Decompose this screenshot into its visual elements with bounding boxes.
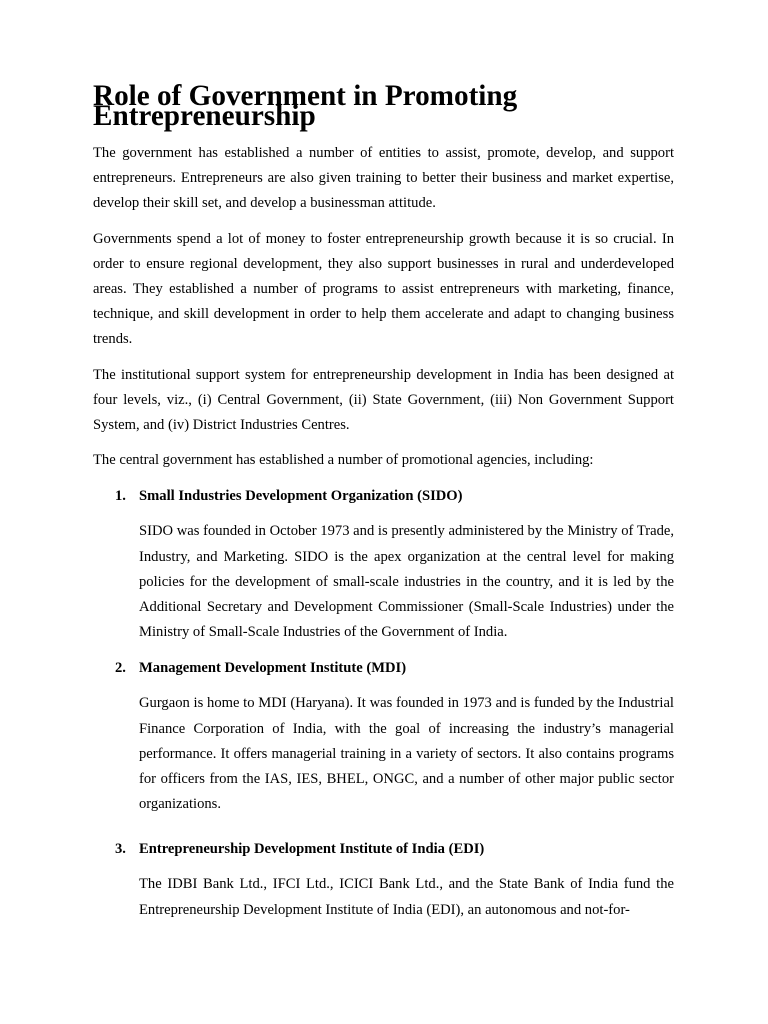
list-item-number: 1. [115, 488, 126, 505]
list-item-heading-text: Entrepreneurship Development Institute of India (EDI) [139, 841, 485, 858]
list-item-number: 2. [115, 660, 126, 677]
paragraph-institutional-support: The institutional support system for entrepreneurship development in India has been designed at four levels, viz., (i) Central Government, (ii) State Government, (iii) Non Government Support System, and (iv) District Industries Centres. [93, 366, 674, 434]
list-item-body: The IDBI Bank Ltd., IFCI Ltd., ICICI Bank Ltd., and the State Bank of India fund the Entrepreneurship Development Institute of India (EDI), an autonomous and not-for- [139, 876, 674, 918]
list-item-heading [115, 658, 674, 678]
list-item-heading-text: Management Development Institute (MDI) [139, 660, 407, 677]
document-title: Role of Government in Promoting Entrepreneurship [93, 80, 518, 132]
list-item-heading [115, 839, 674, 859]
document-page [93, 80, 674, 923]
list-item-edi [93, 839, 674, 922]
paragraph-intro: The government has established a number of entities to assist, promote, develop, and support entrepreneurs. Entrepreneurs are also given training to better their business and market expertise, develop their skill set, and develop a businessman attitude. [93, 145, 674, 212]
list-item-sido [93, 486, 674, 645]
list-item-mdi [93, 658, 674, 817]
list-item-heading-text: Small Industries Development Organization (SIDO) [139, 488, 463, 505]
paragraph-agencies-intro: The central government has established a number of promotional agencies, including: [93, 452, 594, 469]
list-item-number: 3. [115, 841, 126, 858]
paragraph-funding: Governments spend a lot of money to foster entrepreneurship growth because it is so crucial. In order to ensure regional development, they also support businesses in rural and underdeveloped areas. They established a number of programs to assist entrepreneurs with marketing, finance, technique, and skill development in order to help them accelerate and adapt to changing business trends. [93, 230, 674, 348]
list-item-body: Gurgaon is home to MDI (Haryana). It was founded in 1973 and is funded by the Industrial Finance Corporation of India, with the goal of increasing the industry’s managerial performance. It offers managerial training in a variety of sectors. It also contains programs for officers from the IAS, IES, BHEL, ONGC, and a number of other major public sector organizations. [139, 695, 674, 813]
list-item-heading [115, 486, 674, 506]
list-item-body: SIDO was founded in October 1973 and is presently administered by the Ministry of Trade, Industry, and Marketing. SIDO is the apex organization at the central level for making policies for the development of small-scale industries in the country, and it is led by the Additional Secretary and Development Commissioner (Small-Scale Industries) under the Ministry of Small-Scale Industries of the Government of India. [139, 523, 674, 641]
